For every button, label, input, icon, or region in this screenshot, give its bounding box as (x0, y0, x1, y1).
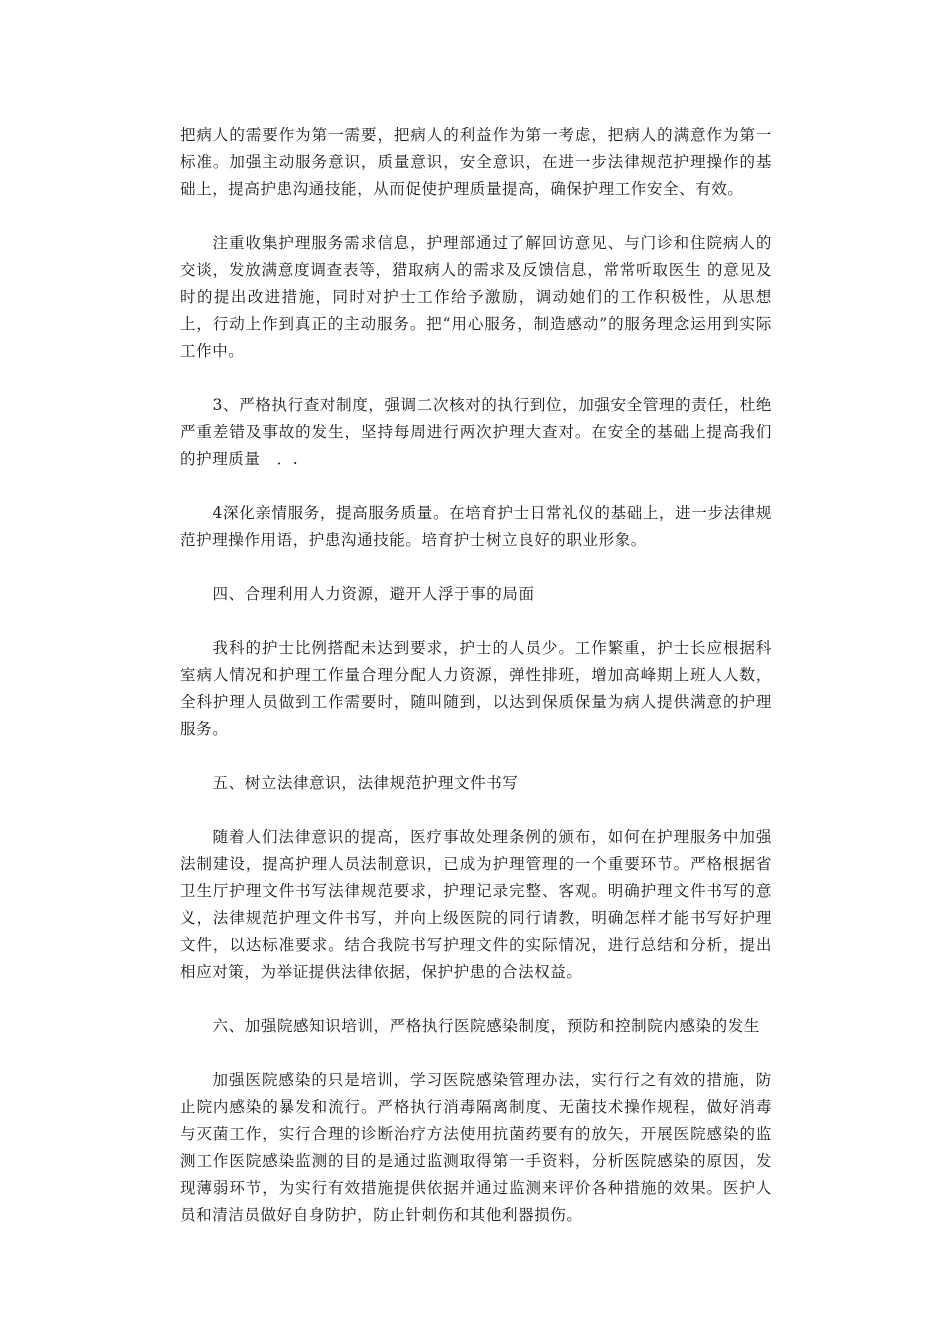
paragraph-manpower: 我科的护士比例搭配未达到要求，护士的人员少。工作繁重，护士长应根据科室病人情况和护理工作量合理分配人力资源，弹性排班，增加高峰期上班人人数，全科护理人员做到工作需要时，随叫随到，以达到保质保量为病人提供满意的护理服务。 (180, 639, 772, 738)
section-heading-manpower: 四、合理利用人力资源，避开人浮于事的局面 (212, 585, 535, 603)
paragraph-affection-service: 4深化亲情服务，提高服务质量。在培育护士日常礼仪的基础上，进一步法律规范护理操作用语，护患沟通技能。培育护士树立良好的职业形象。 (180, 504, 772, 549)
paragraph-patient-first: 把病人的需要作为第一需要，把病人的利益作为第一考虑，把病人的满意作为第一标准。加强主动服务意识，质量意识，安全意识，在进一步法律规范护理操作的基础上，提高护患沟通技能，从而促使护理质量提高，确保护理工作安全、有效。 (180, 126, 772, 198)
section-heading-legal-awareness: 五、树立法律意识，法律规范护理文件书写 (212, 774, 519, 792)
paragraph-legal-awareness: 随着人们法律意识的提高，医疗事故处理条例的颁布，如何在护理服务中加强法制建设，提高护理人员法制意识，已成为护理管理的一个重要环节。严格根据省卫生厅护理文件书写法律规范要求，护理记录完整、客观。明确护理文件书写的意义，法律规范护理文件书写，并向上级医院的同行请教，明确怎样才能书写好护理文件，以达标准要求。结合我院书写护理文件的实际情况，进行总结和分析，提出相应对策，为举证提供法律依据，保护护患的合法权益。 (180, 828, 772, 981)
section-heading-infection-control: 六、加强院感知识培训，严格执行医院感染制度，预防和控制院内感染的发生 (212, 1017, 760, 1035)
document-body (180, 122, 772, 1256)
paragraph-infection-control: 加强医院感染的只是培训，学习医院感染管理办法，实行行之有效的措施，防止院内感染的暴发和流行。严格执行消毒隔离制度、无菌技术操作规程，做好消毒与灭菌工作，实行合理的诊断治疗方法使用抗菌药要有的放矢，开展医院感染的监测工作医院感染监测的目的是通过监测取得第一手资料，分析医院感染的原因，发现薄弱环节，为实行有效措施提供依据并通过监测来评价各种措施的效果。医护人员和清洁员做好自身防护，防止针刺伤和其他利器损伤。 (180, 1071, 772, 1224)
paragraph-service-feedback: 注重收集护理服务需求信息，护理部通过了解回访意见、与门诊和住院病人的交谈，发放满意度调查表等，猎取病人的需求及反馈信息，常常听取医生 的意见及时的提出改进措施，同时对护士工作给予激励，调动她们的工作积极性，从思想上，行动上作到真正的主动服务。把“用心服务，制造感动”的服务理念运用到实际工作中。 (180, 234, 772, 360)
paragraph-check-system: 3、严格执行查对制度，强调二次核对的执行到位，加强安全管理的责任，杜绝严重差错及事故的发生，坚持每周进行两次护理大查对。在安全的基础上提高我们的护理质量 ．. (180, 396, 772, 468)
